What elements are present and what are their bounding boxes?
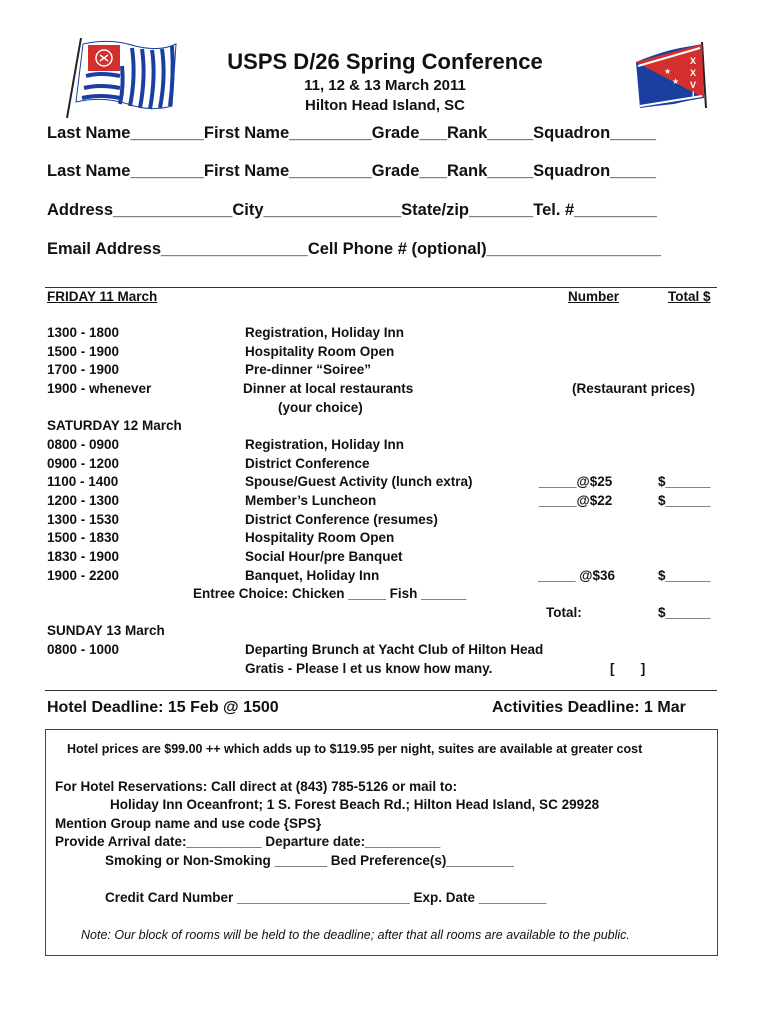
attendee-2-line[interactable]: Last Name________First Name_________Grade___Rank_____Squadron_____: [47, 162, 657, 180]
sunday-event-1: Departing Brunch at Yacht Club of Hilton Head: [245, 642, 544, 657]
saturday-event-3: Spouse/Guest Activity (lunch extra): [245, 474, 473, 489]
saturday-time-7: 1830 - 1900: [47, 549, 120, 564]
saturday-event-7: Social Hour/pre Banquet: [245, 549, 403, 564]
friday-event-3: Pre-dinner “Soiree”: [245, 362, 372, 377]
brunch-count-field[interactable]: [ ]: [610, 661, 646, 676]
sunday-time-1: 0800 - 1000: [47, 642, 120, 657]
saturday-event-1: Registration, Holiday Inn: [245, 437, 405, 452]
svg-text:X: X: [690, 56, 697, 66]
svg-text:V: V: [690, 80, 697, 90]
saturday-time-3: 1100 - 1400: [47, 474, 119, 489]
attendee-1-line[interactable]: Last Name________First Name_________Grade___Rank_____Squadron_____: [47, 124, 657, 142]
sunday-note: Gratis - Please l et us know how many.: [245, 661, 493, 676]
hotel-reservations: For Hotel Reservations: Call direct at (843) 785-5126 or mail to:: [55, 779, 458, 794]
banquet-total[interactable]: $______: [658, 568, 711, 583]
banquet-number[interactable]: _____ @$36: [538, 568, 615, 583]
group-code: Mention Group name and use code {SPS}: [55, 816, 322, 831]
saturday-event-5: District Conference (resumes): [245, 512, 438, 527]
email-phone-line[interactable]: Email Address________________Cell Phone # (optional)___________________: [47, 240, 661, 258]
saturday-title: SATURDAY 12 March: [47, 418, 182, 433]
saturday-time-5: 1300 - 1530: [47, 512, 120, 527]
saturday-event-2: District Conference: [245, 456, 370, 471]
hotel-prices: Hotel prices are $99.00 ++ which adds up to $119.95 per night, suites are available at greater cost: [67, 742, 643, 756]
room-block-note: Note: Our block of rooms will be held to the deadline; after that all rooms are available to the public.: [81, 928, 630, 942]
luncheon-number[interactable]: _____@$22: [539, 493, 613, 508]
svg-text:X: X: [690, 68, 697, 78]
friday-title: FRIDAY 11 March: [47, 289, 158, 304]
total-column-header: Total $: [668, 289, 711, 304]
saturday-time-8: 1900 - 2200: [47, 568, 120, 583]
svg-text:★: ★: [672, 77, 680, 86]
schedule-bottom-divider: [45, 690, 717, 691]
saturday-event-8: Banquet, Holiday Inn: [245, 568, 380, 583]
number-column-header: Number: [568, 289, 620, 304]
hotel-deadline: Hotel Deadline: 15 Feb @ 1500: [47, 699, 279, 716]
spouse-activity-total[interactable]: $______: [658, 474, 711, 489]
page-title: USPS D/26 Spring Conference: [227, 49, 543, 74]
friday-time-1: 1300 - 1800: [47, 325, 120, 340]
svg-text:★: ★: [664, 67, 672, 76]
saturday-time-6: 1500 - 1830: [47, 530, 120, 545]
event-dates: 11, 12 & 13 March 2011: [304, 77, 466, 94]
saturday-time-1: 0800 - 0900: [47, 437, 120, 452]
restaurant-prices: (Restaurant prices): [572, 381, 696, 396]
friday-time-3: 1700 - 1900: [47, 362, 120, 377]
entree-choice[interactable]: Entree Choice: Chicken _____ Fish ______: [193, 586, 467, 601]
event-location: Hilton Head Island, SC: [304, 97, 466, 114]
friday-time-2: 1500 - 1900: [47, 344, 120, 359]
arrival-departure-fields[interactable]: Provide Arrival date:__________ Departure date:__________: [55, 834, 441, 849]
saturday-time-4: 1200 - 1300: [47, 493, 120, 508]
hotel-address: Holiday Inn Oceanfront; 1 S. Forest Beach Rd.; Hilton Head Island, SC 29928: [110, 797, 600, 812]
svg-text:I: I: [692, 90, 695, 100]
saturday-time-2: 0900 - 1200: [47, 456, 120, 471]
friday-event-4: Dinner at local restaurants: [243, 381, 414, 396]
friday-time-4: 1900 - whenever: [47, 381, 152, 396]
smoking-bed-fields[interactable]: Smoking or Non-Smoking _______ Bed Preference(s)_________: [105, 853, 514, 868]
sunday-title: SUNDAY 13 March: [47, 623, 165, 638]
activities-deadline: Activities Deadline: 1 Mar: [492, 699, 686, 716]
spouse-activity-number[interactable]: _____@$25: [539, 474, 613, 489]
total-label: Total:: [546, 605, 582, 620]
address-line[interactable]: Address_____________City_______________State/zip_______Tel. #_________: [47, 201, 657, 219]
luncheon-total[interactable]: $______: [658, 493, 711, 508]
credit-card-fields[interactable]: Credit Card Number _______________________ Exp. Date _________: [105, 890, 547, 905]
friday-event-2: Hospitality Room Open: [245, 344, 395, 359]
saturday-event-6: Hospitality Room Open: [245, 530, 395, 545]
schedule-top-divider: [45, 287, 717, 288]
friday-event-1: Registration, Holiday Inn: [245, 325, 405, 340]
saturday-event-4: Member’s Luncheon: [245, 493, 377, 508]
total-value[interactable]: $______: [658, 605, 711, 620]
friday-note: (your choice): [278, 400, 363, 415]
